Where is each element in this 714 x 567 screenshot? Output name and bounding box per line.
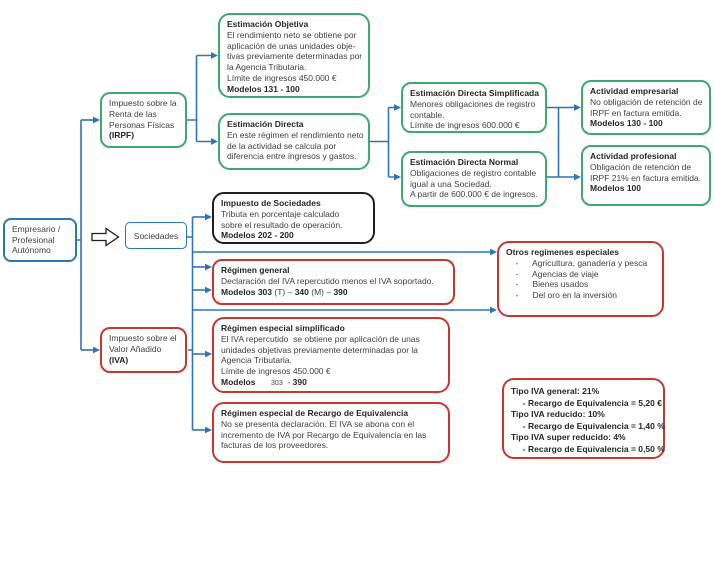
box-title: Régimen especial simplificado bbox=[221, 323, 345, 333]
box-body: - Agricultura, ganadería y pesca - Agencias de viaje - Bienes usados - Del oro en la inversión bbox=[506, 257, 648, 301]
box-actividad-profesional bbox=[581, 145, 711, 206]
box-title: Estimación Objetiva bbox=[227, 19, 309, 29]
box-title: Régimen general bbox=[221, 265, 290, 275]
box-body: Declaración del IVA repercutido menos el IVA soportado. Modelos 303 (T) – 340 (M) – 390 bbox=[221, 275, 434, 297]
box-impuesto-sociedades bbox=[212, 192, 375, 244]
box-body: El IVA repercutido se obtiene por aplicación de unas unidades objetivas previamente determinadas por la Agencia Tributaria. Límite de ingresos 450.000 € Modelos 303 - 390 bbox=[221, 333, 420, 387]
box-irpf bbox=[100, 92, 187, 148]
box-title: Estimación Directa Simplificada bbox=[410, 88, 539, 98]
box-body: Menores obligaciones de registro contable. Límite de ingresos 600.000 € bbox=[410, 98, 536, 131]
box-estimacion-objetiva bbox=[218, 13, 370, 98]
box-title: Estimación Directa Normal bbox=[410, 157, 519, 167]
box-label: Sociedades bbox=[133, 230, 179, 241]
box-body: El rendimiento neto se obtiene por aplicación de unas unidades obje- tivas previamente determinadas por la Agencia Tributaria. Límite de ingresos 450.000 € Modelos 131 - 100 bbox=[227, 29, 363, 94]
box-body: Impuesto sobre la Renta de las Personas Físicas (IRPF) bbox=[109, 98, 177, 141]
box-title: Impuesto de Sociedades bbox=[221, 198, 321, 208]
box-body: Tributa en porcentaje calculado sobre el resultado de operación. Modelos 202 - 200 bbox=[221, 208, 343, 241]
box-title: Régimen especial de Recargo de Equivalencia bbox=[221, 408, 409, 418]
box-title: Estimación Directa bbox=[227, 119, 304, 129]
box-actividad-empresarial bbox=[581, 80, 711, 135]
box-estimacion-directa-normal bbox=[401, 151, 547, 207]
box-body: Obligación de retención de IRPF 21% en factura emitida. Modelos 100 bbox=[590, 161, 702, 194]
box-body: Obligaciones de registro contable igual a una Sociedad. A partir de 600.000 € de ingresos. bbox=[410, 167, 538, 200]
box-body: Empresario / Profesional Autónomo bbox=[12, 223, 61, 256]
box-title: Actividad empresarial bbox=[590, 86, 679, 96]
box-regimen-general bbox=[212, 259, 455, 305]
box-tipos-iva bbox=[502, 378, 665, 459]
box-otros-regimenes bbox=[497, 241, 664, 317]
box-body: Tipo IVA general: 21% - Recargo de Equivalencia = 5,20 € Tipo IVA reducido: 10% - Recargo de Equivalencia = 1,40 % Tipo IVA super reducido: 4% - Recargo de Equivalencia = 0,50 % bbox=[511, 386, 665, 454]
box-sociedades bbox=[125, 222, 187, 249]
box-body: No obligación de retención de IRPF en factura emitida. Modelos 130 - 100 bbox=[590, 96, 703, 129]
box-iva bbox=[100, 327, 187, 373]
box-regimen-recargo bbox=[212, 402, 450, 463]
box-regimen-simplificado bbox=[212, 317, 450, 393]
box-estimacion-directa-simplificada bbox=[401, 82, 547, 133]
box-body: No se presenta declaración. El IVA se abona con el incremento de IVA por Recargo de Equivalencia en las facturas de los proveedores. bbox=[221, 418, 427, 451]
box-title: Otros regímenes especiales bbox=[506, 247, 619, 257]
box-estimacion-directa bbox=[218, 113, 370, 170]
box-title: Actividad profesional bbox=[590, 151, 677, 161]
block-arrow-icon bbox=[92, 229, 119, 246]
box-empresario bbox=[3, 218, 77, 262]
box-body: En este régimen el rendimiento neto de la actividad se calcula por diferencia entre ingresos y gastos. bbox=[227, 129, 364, 162]
box-body: Impuesto sobre el Valor Añadido (IVA) bbox=[109, 333, 177, 365]
